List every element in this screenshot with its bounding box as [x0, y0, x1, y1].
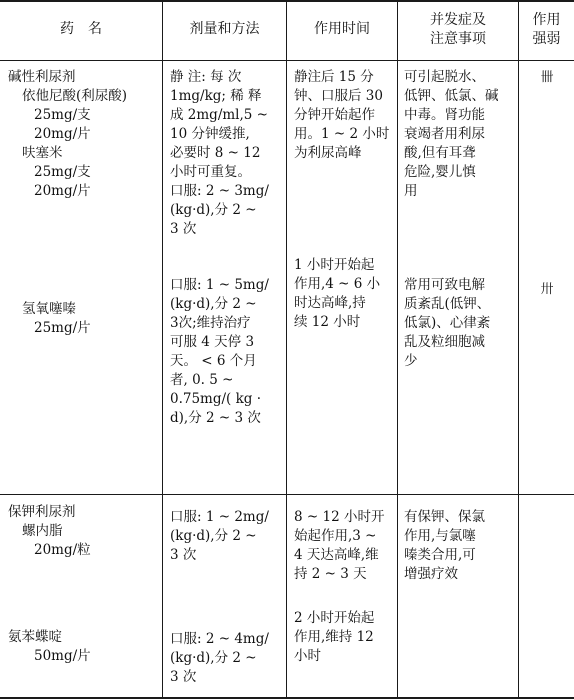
drug-name-cell: 碱性利尿剂 依他尼酸(利尿酸) 25mg/支 20mg/片 呋塞米 25mg/支 20mg/片 [8, 69, 128, 199]
header-action-time: 作用时间 [314, 21, 370, 37]
drug-name-cell: 氢氧噻嗪 25mg/片 [22, 301, 91, 336]
drug-name-cell: 氨苯蝶啶 50mg/片 [8, 629, 91, 664]
action-time-cell: 1 小时开始起 作用,4 ~ 6 小 时达高峰,持 续 12 小时 [294, 257, 381, 330]
column-divider [286, 0, 287, 699]
table-bottom-border [0, 697, 574, 699]
group-divider [0, 494, 574, 495]
dose-method-cell: 静 注: 每 次 1mg/kg; 稀 释 成 2mg/ml,5 ~ 10 分钟缓推, 必要时 8 ~ 12 小时可重复。 口服: 2 ~ 3mg/ (kg·d),分 2 ~ 3 次 [170, 69, 269, 237]
column-divider [518, 0, 519, 699]
column-divider [397, 0, 398, 699]
strength-mark: 卅 [540, 282, 553, 297]
complications-cell: 可引起脱水、 低钾、低氯、碱 中毒。肾功能 衰竭者用利尿 酸,但有耳聋 危险,婴儿慎 用 [404, 69, 499, 199]
dose-method-cell: 口服: 1 ~ 2mg/ (kg·d),分 2 ~ 3 次 [170, 509, 269, 563]
dose-method-cell: 口服: 1 ~ 5mg/ (kg·d),分 2 ~ 3次;维持治疗 可服 4 天停 3 天。 < 6 个月 者, 0. 5 ~ 0.75mg/( kg · d),分 2 ~ 3 次 [170, 277, 269, 426]
complications-cell: 有保钾、保氯 作用,与氯噻 嗪类合用,可 增强疗效 [404, 509, 485, 582]
header-divider [0, 60, 574, 61]
header-dose-method: 剂量和方法 [189, 21, 260, 37]
header-drug-name: 药 名 [60, 21, 102, 37]
action-time-cell: 2 小时开始起 作用,维持 12 小时 [294, 610, 375, 664]
drug-name-cell: 保钾利尿剂 螺内脂 20mg/粒 [8, 504, 91, 558]
header-strength: 作用 强弱 [532, 12, 561, 47]
column-divider [162, 0, 163, 699]
dose-method-cell: 口服: 2 ~ 4mg/ (kg·d),分 2 ~ 3 次 [170, 631, 269, 685]
strength-mark: 卌 [540, 70, 553, 85]
table-top-border [0, 0, 574, 2]
action-time-cell: 8 ~ 12 小时开 始起作用,3 ~ 4 天达高峰,维 持 2 ~ 3 天 [294, 509, 385, 582]
header-complications: 并发症及 注意事项 [430, 12, 486, 47]
complications-cell: 常用可致电解 质紊乱(低钾、 低氯)、心律紊 乱及粒细胞减 少 [404, 277, 491, 369]
action-time-cell: 静注后 15 分 钟、口服后 30 分钟开始起作 用。1 ~ 2 小时 为利尿高峰 [294, 69, 390, 161]
